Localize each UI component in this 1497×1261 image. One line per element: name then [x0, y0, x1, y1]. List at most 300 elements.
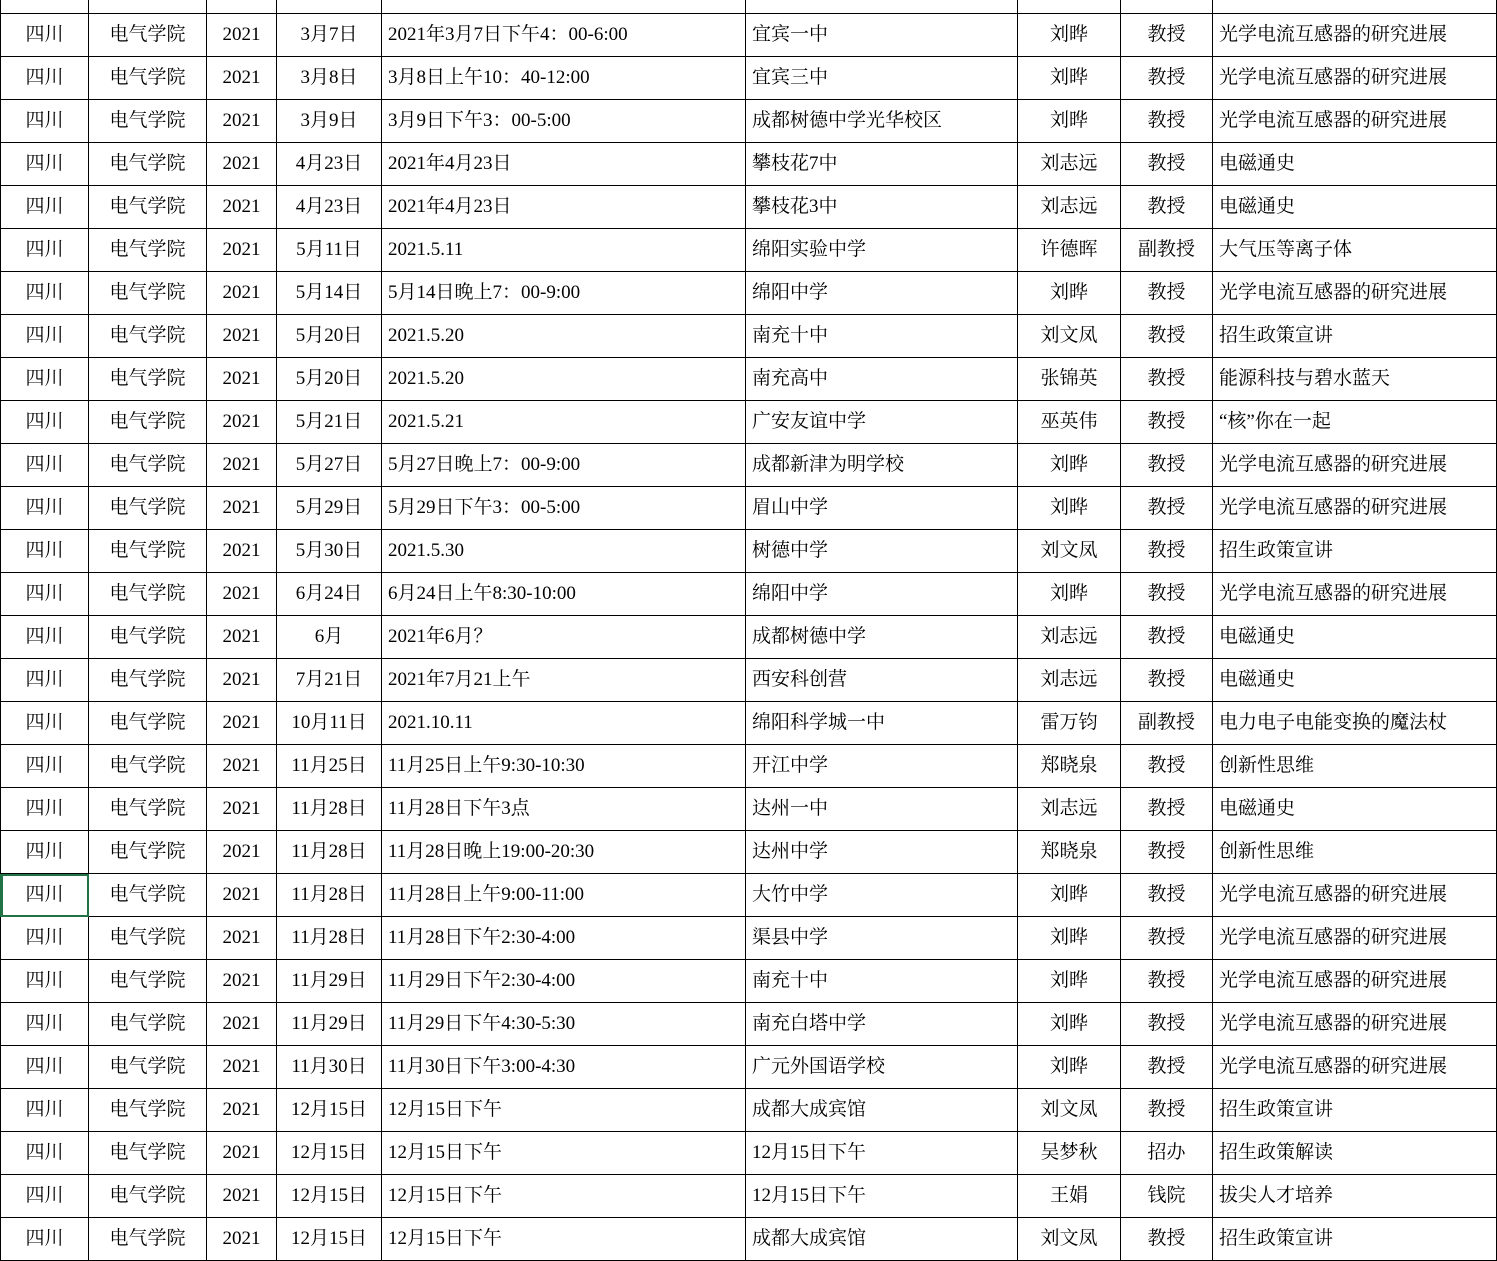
table-cell[interactable]: 2021	[207, 444, 277, 487]
column-header[interactable]	[1, 0, 89, 14]
table-cell[interactable]: 5月20日	[277, 315, 382, 358]
table-cell[interactable]: 5月11日	[277, 229, 382, 272]
table-header-row	[1, 0, 1497, 14]
table-cell[interactable]: 11月28日下午3点	[382, 788, 746, 831]
table-cell[interactable]: 10月11日	[277, 702, 382, 745]
table-cell[interactable]: 刘志远	[1018, 788, 1121, 831]
table-cell[interactable]: 5月29日	[277, 487, 382, 530]
table-cell[interactable]: 5月20日	[277, 358, 382, 401]
table-cell[interactable]: 电气学院	[89, 1089, 207, 1132]
table-cell[interactable]: 12月15日	[277, 1175, 382, 1218]
table-cell[interactable]: 2021年4月23日	[382, 143, 746, 186]
table-row	[1, 315, 1497, 358]
table-cell[interactable]: 教授	[1121, 788, 1213, 831]
table-row	[1, 186, 1497, 229]
table-cell[interactable]: 绵阳中学	[746, 573, 1018, 616]
table-cell[interactable]: 成都树德中学光华校区	[746, 100, 1018, 143]
table-cell[interactable]: 刘晔	[1018, 1003, 1121, 1046]
table-cell[interactable]: 光学电流互感器的研究进展	[1213, 272, 1497, 315]
table-cell[interactable]: 11月28日	[277, 917, 382, 960]
table-cell[interactable]: 2021	[207, 272, 277, 315]
column-header[interactable]	[207, 0, 277, 14]
column-header[interactable]	[277, 0, 382, 14]
table-cell[interactable]: 招生政策解读	[1213, 1132, 1497, 1175]
table-cell[interactable]: 2021	[207, 1132, 277, 1175]
table-cell[interactable]: 5月21日	[277, 401, 382, 444]
table-cell[interactable]: 招生政策宣讲	[1213, 530, 1497, 573]
table-cell[interactable]: 四川	[1, 1218, 89, 1261]
table-cell[interactable]: 四川	[1, 143, 89, 186]
table-cell[interactable]: 四川	[1, 659, 89, 702]
table-cell[interactable]: 电气学院	[89, 1132, 207, 1175]
table-cell[interactable]: 2021	[207, 960, 277, 1003]
table-cell[interactable]: 眉山中学	[746, 487, 1018, 530]
table-cell[interactable]: 2021	[207, 917, 277, 960]
table-cell[interactable]: 5月14日晚上7：00-9:00	[382, 272, 746, 315]
table-cell[interactable]: 电气学院	[89, 616, 207, 659]
table-cell[interactable]: 12月15日	[277, 1218, 382, 1261]
table-cell[interactable]: 2021	[207, 14, 277, 57]
table-cell[interactable]: 四川	[1, 917, 89, 960]
table-cell[interactable]: 四川	[1, 1046, 89, 1089]
table-cell[interactable]: 5月27日	[277, 444, 382, 487]
table-cell[interactable]: 11月28日	[277, 788, 382, 831]
table-cell[interactable]: 电气学院	[89, 143, 207, 186]
table-cell[interactable]: 7月21日	[277, 659, 382, 702]
table-cell[interactable]: 11月25日上午9:30-10:30	[382, 745, 746, 788]
table-cell[interactable]: 刘晔	[1018, 444, 1121, 487]
table-row	[1, 358, 1497, 401]
table-cell[interactable]: 电气学院	[89, 57, 207, 100]
table-cell[interactable]: 3月9日下午3：00-5:00	[382, 100, 746, 143]
column-header[interactable]	[1213, 0, 1497, 14]
table-cell[interactable]: 郑晓泉	[1018, 745, 1121, 788]
table-cell[interactable]: 2021	[207, 659, 277, 702]
table-cell[interactable]: 11月29日下午2:30-4:00	[382, 960, 746, 1003]
table-cell[interactable]: 2021年4月23日	[382, 186, 746, 229]
table-cell[interactable]: 3月9日	[277, 100, 382, 143]
table-cell[interactable]: 4月23日	[277, 143, 382, 186]
table-cell[interactable]: 绵阳中学	[746, 272, 1018, 315]
table-cell[interactable]: 电气学院	[89, 917, 207, 960]
selected-cell[interactable]: 四川	[1, 874, 89, 917]
table-cell[interactable]: 11月29日	[277, 1003, 382, 1046]
table-cell[interactable]: 南充十中	[746, 315, 1018, 358]
table-cell[interactable]: 四川	[1, 616, 89, 659]
table-cell[interactable]: 达州一中	[746, 788, 1018, 831]
table-cell[interactable]: 四川	[1, 229, 89, 272]
table-cell[interactable]: 教授	[1121, 960, 1213, 1003]
table-cell[interactable]: 光学电流互感器的研究进展	[1213, 444, 1497, 487]
table-cell[interactable]: 四川	[1, 1132, 89, 1175]
table-cell[interactable]: 5月14日	[277, 272, 382, 315]
table-cell[interactable]: 教授	[1121, 1089, 1213, 1132]
table-cell[interactable]: 2021	[207, 831, 277, 874]
table-cell[interactable]: 2021	[207, 745, 277, 788]
table-cell[interactable]: 11月25日	[277, 745, 382, 788]
table-cell[interactable]: 2021	[207, 1218, 277, 1261]
table-cell[interactable]: 电气学院	[89, 659, 207, 702]
table-row	[1, 272, 1497, 315]
table-cell[interactable]: 开江中学	[746, 745, 1018, 788]
table-cell[interactable]: 宜宾一中	[746, 14, 1018, 57]
table-cell[interactable]: 2021	[207, 487, 277, 530]
table-cell[interactable]: 渠县中学	[746, 917, 1018, 960]
table-cell[interactable]: 教授	[1121, 272, 1213, 315]
table-cell[interactable]: 教授	[1121, 917, 1213, 960]
table-cell[interactable]: 南充白塔中学	[746, 1003, 1018, 1046]
table-cell[interactable]: 教授	[1121, 143, 1213, 186]
table-cell[interactable]: 刘晔	[1018, 100, 1121, 143]
table-cell[interactable]: 11月28日下午2:30-4:00	[382, 917, 746, 960]
table-cell[interactable]: 2021	[207, 573, 277, 616]
table-row	[1, 401, 1497, 444]
table-cell[interactable]: 6月	[277, 616, 382, 659]
table-cell[interactable]: 四川	[1, 702, 89, 745]
table-cell[interactable]: 光学电流互感器的研究进展	[1213, 573, 1497, 616]
table-cell[interactable]: 电气学院	[89, 745, 207, 788]
table-cell[interactable]: 广元外国语学校	[746, 1046, 1018, 1089]
table-cell[interactable]: 教授	[1121, 874, 1213, 917]
table-cell[interactable]: 光学电流互感器的研究进展	[1213, 57, 1497, 100]
table-cell[interactable]: “核”你在一起	[1213, 401, 1497, 444]
table-cell[interactable]: 电气学院	[89, 960, 207, 1003]
table-cell[interactable]: 12月15日下午	[746, 1132, 1018, 1175]
table-cell[interactable]: 电力电子电能变换的魔法杖	[1213, 702, 1497, 745]
table-cell[interactable]: 11月30日	[277, 1046, 382, 1089]
table-cell[interactable]: 6月24日上午8:30-10:00	[382, 573, 746, 616]
table-cell[interactable]: 钱院	[1121, 1175, 1213, 1218]
table-row	[1, 1003, 1497, 1046]
table-cell[interactable]: 副教授	[1121, 229, 1213, 272]
table-row	[1, 1046, 1497, 1089]
table-cell[interactable]: 教授	[1121, 745, 1213, 788]
table-cell[interactable]: 教授	[1121, 1003, 1213, 1046]
table-cell[interactable]: 电气学院	[89, 1003, 207, 1046]
table-cell[interactable]: 2021.5.11	[382, 229, 746, 272]
table-cell[interactable]: 四川	[1, 530, 89, 573]
table-cell[interactable]: 能源科技与碧水蓝天	[1213, 358, 1497, 401]
table-row	[1, 1218, 1497, 1261]
table-cell[interactable]: 创新性思维	[1213, 831, 1497, 874]
table-row	[1, 788, 1497, 831]
table-cell[interactable]: 11月28日上午9:00-11:00	[382, 874, 746, 917]
table-cell[interactable]: 刘志远	[1018, 616, 1121, 659]
table-cell[interactable]: 12月15日下午	[382, 1218, 746, 1261]
table-cell[interactable]: 2021.5.20	[382, 358, 746, 401]
table-cell[interactable]: 3月8日上午10：40-12:00	[382, 57, 746, 100]
table-cell[interactable]: 成都大成宾馆	[746, 1218, 1018, 1261]
table-cell[interactable]: 3月7日	[277, 14, 382, 57]
table-cell[interactable]: 刘晔	[1018, 573, 1121, 616]
table-cell[interactable]: 刘晔	[1018, 874, 1121, 917]
column-header[interactable]	[1121, 0, 1213, 14]
table-cell[interactable]: 2021	[207, 530, 277, 573]
table-cell[interactable]: 教授	[1121, 444, 1213, 487]
table-cell[interactable]: 电气学院	[89, 874, 207, 917]
table-cell[interactable]: 电气学院	[89, 358, 207, 401]
table-cell[interactable]: 电气学院	[89, 401, 207, 444]
table-cell[interactable]: 副教授	[1121, 702, 1213, 745]
table-cell[interactable]: 电气学院	[89, 272, 207, 315]
table-cell[interactable]: 2021	[207, 100, 277, 143]
table-cell[interactable]: 攀枝花3中	[746, 186, 1018, 229]
table-cell[interactable]: 2021	[207, 702, 277, 745]
table-cell[interactable]: 成都大成宾馆	[746, 1089, 1018, 1132]
table-cell[interactable]: 四川	[1, 444, 89, 487]
table-cell[interactable]: 拔尖人才培养	[1213, 1175, 1497, 1218]
table-cell[interactable]: 4月23日	[277, 186, 382, 229]
table-row	[1, 745, 1497, 788]
table-cell[interactable]: 刘晔	[1018, 487, 1121, 530]
table-cell[interactable]: 12月15日下午	[382, 1089, 746, 1132]
table-cell[interactable]: 教授	[1121, 315, 1213, 358]
table-cell[interactable]: 成都新津为明学校	[746, 444, 1018, 487]
table-row	[1, 874, 1497, 917]
table-cell[interactable]: 四川	[1, 573, 89, 616]
table-cell[interactable]: 郑晓泉	[1018, 831, 1121, 874]
table-cell[interactable]: 电气学院	[89, 1046, 207, 1089]
table-cell[interactable]: 电气学院	[89, 100, 207, 143]
table-cell[interactable]: 教授	[1121, 831, 1213, 874]
table-cell[interactable]: 光学电流互感器的研究进展	[1213, 14, 1497, 57]
table-cell[interactable]: 张锦英	[1018, 358, 1121, 401]
table-cell[interactable]: 四川	[1, 272, 89, 315]
table-cell[interactable]: 四川	[1, 831, 89, 874]
table-cell[interactable]: 教授	[1121, 530, 1213, 573]
table-row	[1, 100, 1497, 143]
table-cell[interactable]: 教授	[1121, 616, 1213, 659]
table-cell[interactable]: 刘志远	[1018, 143, 1121, 186]
table-cell[interactable]: 电磁通史	[1213, 186, 1497, 229]
table-cell[interactable]: 教授	[1121, 401, 1213, 444]
table-cell[interactable]: 光学电流互感器的研究进展	[1213, 917, 1497, 960]
table-cell[interactable]: 2021	[207, 616, 277, 659]
table-cell[interactable]: 教授	[1121, 1046, 1213, 1089]
table-cell[interactable]: 四川	[1, 401, 89, 444]
table-row	[1, 1089, 1497, 1132]
table-cell[interactable]: 教授	[1121, 1218, 1213, 1261]
table-row	[1, 960, 1497, 1003]
table-cell[interactable]: 南充十中	[746, 960, 1018, 1003]
table-cell[interactable]: 11月28日晚上19:00-20:30	[382, 831, 746, 874]
table-cell[interactable]: 刘晔	[1018, 14, 1121, 57]
table-cell[interactable]: 吴梦秋	[1018, 1132, 1121, 1175]
column-header[interactable]	[89, 0, 207, 14]
table-cell[interactable]: 5月29日下午3：00-5:00	[382, 487, 746, 530]
table-cell[interactable]: 2021年7月21上午	[382, 659, 746, 702]
table-row	[1, 444, 1497, 487]
table-cell[interactable]: 刘文凤	[1018, 315, 1121, 358]
table-cell[interactable]: 12月15日下午	[382, 1132, 746, 1175]
table-row	[1, 14, 1497, 57]
table-cell[interactable]: 电气学院	[89, 315, 207, 358]
table-cell[interactable]: 光学电流互感器的研究进展	[1213, 1003, 1497, 1046]
table-cell[interactable]: 2021	[207, 1089, 277, 1132]
table-cell[interactable]: 电气学院	[89, 530, 207, 573]
table-cell[interactable]: 光学电流互感器的研究进展	[1213, 960, 1497, 1003]
table-cell[interactable]: 招办	[1121, 1132, 1213, 1175]
table-cell[interactable]: 2021.5.20	[382, 315, 746, 358]
table-cell[interactable]: 四川	[1, 186, 89, 229]
table-cell[interactable]: 2021	[207, 1003, 277, 1046]
table-cell[interactable]: 刘文凤	[1018, 530, 1121, 573]
table-cell[interactable]: 2021	[207, 1175, 277, 1218]
table-cell[interactable]: 2021	[207, 358, 277, 401]
table-cell[interactable]: 电磁通史	[1213, 616, 1497, 659]
table-cell[interactable]: 王娟	[1018, 1175, 1121, 1218]
table-cell[interactable]: 12月15日	[277, 1132, 382, 1175]
table-cell[interactable]: 11月29日下午4:30-5:30	[382, 1003, 746, 1046]
table-cell[interactable]: 2021	[207, 401, 277, 444]
table-cell[interactable]: 2021年3月7日下午4：00-6:00	[382, 14, 746, 57]
table-cell[interactable]: 2021	[207, 874, 277, 917]
table-cell[interactable]: 刘志远	[1018, 659, 1121, 702]
table-cell[interactable]: 电磁通史	[1213, 659, 1497, 702]
table-cell[interactable]: 电气学院	[89, 1175, 207, 1218]
table-cell[interactable]: 创新性思维	[1213, 745, 1497, 788]
table-cell[interactable]: 许德晖	[1018, 229, 1121, 272]
table-cell[interactable]: 招生政策宣讲	[1213, 1089, 1497, 1132]
table-cell[interactable]: 绵阳科学城一中	[746, 702, 1018, 745]
table-cell[interactable]: 11月28日	[277, 874, 382, 917]
table-cell[interactable]: 达州中学	[746, 831, 1018, 874]
table-row	[1, 57, 1497, 100]
table-cell[interactable]: 2021	[207, 186, 277, 229]
table-cell[interactable]: 2021.5.21	[382, 401, 746, 444]
table-cell[interactable]: 2021	[207, 788, 277, 831]
table-cell[interactable]: 12月15日下午	[382, 1175, 746, 1218]
table-cell[interactable]: 光学电流互感器的研究进展	[1213, 1046, 1497, 1089]
table-cell[interactable]: 电气学院	[89, 444, 207, 487]
table-cell[interactable]: 绵阳实验中学	[746, 229, 1018, 272]
table-cell[interactable]: 2021	[207, 315, 277, 358]
table-cell[interactable]: 招生政策宣讲	[1213, 315, 1497, 358]
table-cell[interactable]: 四川	[1, 315, 89, 358]
table-row	[1, 143, 1497, 186]
table-cell[interactable]: 刘晔	[1018, 57, 1121, 100]
table-cell[interactable]: 四川	[1, 788, 89, 831]
table-cell[interactable]: 3月8日	[277, 57, 382, 100]
table-cell[interactable]: 光学电流互感器的研究进展	[1213, 874, 1497, 917]
column-header[interactable]	[1018, 0, 1121, 14]
table-cell[interactable]: 12月15日下午	[746, 1175, 1018, 1218]
table-cell[interactable]: 大气压等离子体	[1213, 229, 1497, 272]
table-cell[interactable]: 11月30日下午3:00-4:30	[382, 1046, 746, 1089]
table-cell[interactable]: 光学电流互感器的研究进展	[1213, 487, 1497, 530]
table-cell[interactable]: 电气学院	[89, 831, 207, 874]
table-cell[interactable]: 成都树德中学	[746, 616, 1018, 659]
table-cell[interactable]: 2021.10.11	[382, 702, 746, 745]
table-cell[interactable]: 四川	[1, 100, 89, 143]
table-row	[1, 229, 1497, 272]
table-row	[1, 1175, 1497, 1218]
table-cell[interactable]: 刘文凤	[1018, 1089, 1121, 1132]
column-header[interactable]	[746, 0, 1018, 14]
table-cell[interactable]: 刘晔	[1018, 960, 1121, 1003]
table-cell[interactable]: 教授	[1121, 57, 1213, 100]
table-cell[interactable]: 巫英伟	[1018, 401, 1121, 444]
table-cell[interactable]: 电气学院	[89, 487, 207, 530]
table-cell[interactable]: 四川	[1, 1089, 89, 1132]
table-cell[interactable]: 教授	[1121, 358, 1213, 401]
table-cell[interactable]: 11月28日	[277, 831, 382, 874]
table-cell[interactable]: 2021	[207, 143, 277, 186]
table-cell[interactable]: 四川	[1, 14, 89, 57]
table-row	[1, 702, 1497, 745]
table-cell[interactable]: 教授	[1121, 659, 1213, 702]
table-cell[interactable]: 2021	[207, 229, 277, 272]
table-cell[interactable]: 5月30日	[277, 530, 382, 573]
table-cell[interactable]: 2021.5.30	[382, 530, 746, 573]
table-cell[interactable]: 四川	[1, 358, 89, 401]
table-cell[interactable]: 5月27日晚上7：00-9:00	[382, 444, 746, 487]
table-cell[interactable]: 电气学院	[89, 573, 207, 616]
table-cell[interactable]: 教授	[1121, 186, 1213, 229]
table-cell[interactable]: 刘晔	[1018, 272, 1121, 315]
table-cell[interactable]: 刘晔	[1018, 917, 1121, 960]
table-cell[interactable]: 大竹中学	[746, 874, 1018, 917]
table-cell[interactable]: 电气学院	[89, 14, 207, 57]
table-cell[interactable]: 西安科创营	[746, 659, 1018, 702]
table-cell[interactable]: 电磁通史	[1213, 143, 1497, 186]
table-cell[interactable]: 教授	[1121, 100, 1213, 143]
table-cell[interactable]: 12月15日	[277, 1089, 382, 1132]
table-cell[interactable]: 6月24日	[277, 573, 382, 616]
table-row	[1, 573, 1497, 616]
table-cell[interactable]: 2021年6月？	[382, 616, 746, 659]
table-cell[interactable]: 2021	[207, 57, 277, 100]
table-cell[interactable]: 电气学院	[89, 788, 207, 831]
table-cell[interactable]: 南充高中	[746, 358, 1018, 401]
table-cell[interactable]: 树德中学	[746, 530, 1018, 573]
table-cell[interactable]: 四川	[1, 1175, 89, 1218]
table-cell[interactable]: 刘文凤	[1018, 1218, 1121, 1261]
table-cell[interactable]: 11月29日	[277, 960, 382, 1003]
table-cell[interactable]: 四川	[1, 487, 89, 530]
table-cell[interactable]: 四川	[1, 745, 89, 788]
table-cell[interactable]: 雷万钧	[1018, 702, 1121, 745]
table-cell[interactable]: 四川	[1, 1003, 89, 1046]
table-cell[interactable]: 教授	[1121, 14, 1213, 57]
table-cell[interactable]: 刘晔	[1018, 1046, 1121, 1089]
table-cell[interactable]: 电气学院	[89, 1218, 207, 1261]
table-cell[interactable]: 攀枝花7中	[746, 143, 1018, 186]
table-cell[interactable]: 四川	[1, 960, 89, 1003]
table-cell[interactable]: 电气学院	[89, 702, 207, 745]
table-cell[interactable]: 教授	[1121, 487, 1213, 530]
table-cell[interactable]: 电磁通史	[1213, 788, 1497, 831]
table-row	[1, 530, 1497, 573]
table-cell[interactable]: 广安友谊中学	[746, 401, 1018, 444]
table-cell[interactable]: 刘志远	[1018, 186, 1121, 229]
table-row	[1, 487, 1497, 530]
table-row	[1, 659, 1497, 702]
column-header[interactable]	[382, 0, 746, 14]
table-cell[interactable]: 光学电流互感器的研究进展	[1213, 100, 1497, 143]
table-cell[interactable]: 电气学院	[89, 186, 207, 229]
table-cell[interactable]: 2021	[207, 1046, 277, 1089]
table-cell[interactable]: 教授	[1121, 573, 1213, 616]
table-row	[1, 831, 1497, 874]
table-cell[interactable]: 电气学院	[89, 229, 207, 272]
table-cell[interactable]: 四川	[1, 57, 89, 100]
table-body	[1, 0, 1497, 1261]
table-cell[interactable]: 宜宾三中	[746, 57, 1018, 100]
table-row	[1, 616, 1497, 659]
table-row	[1, 917, 1497, 960]
table-cell[interactable]: 招生政策宣讲	[1213, 1218, 1497, 1261]
